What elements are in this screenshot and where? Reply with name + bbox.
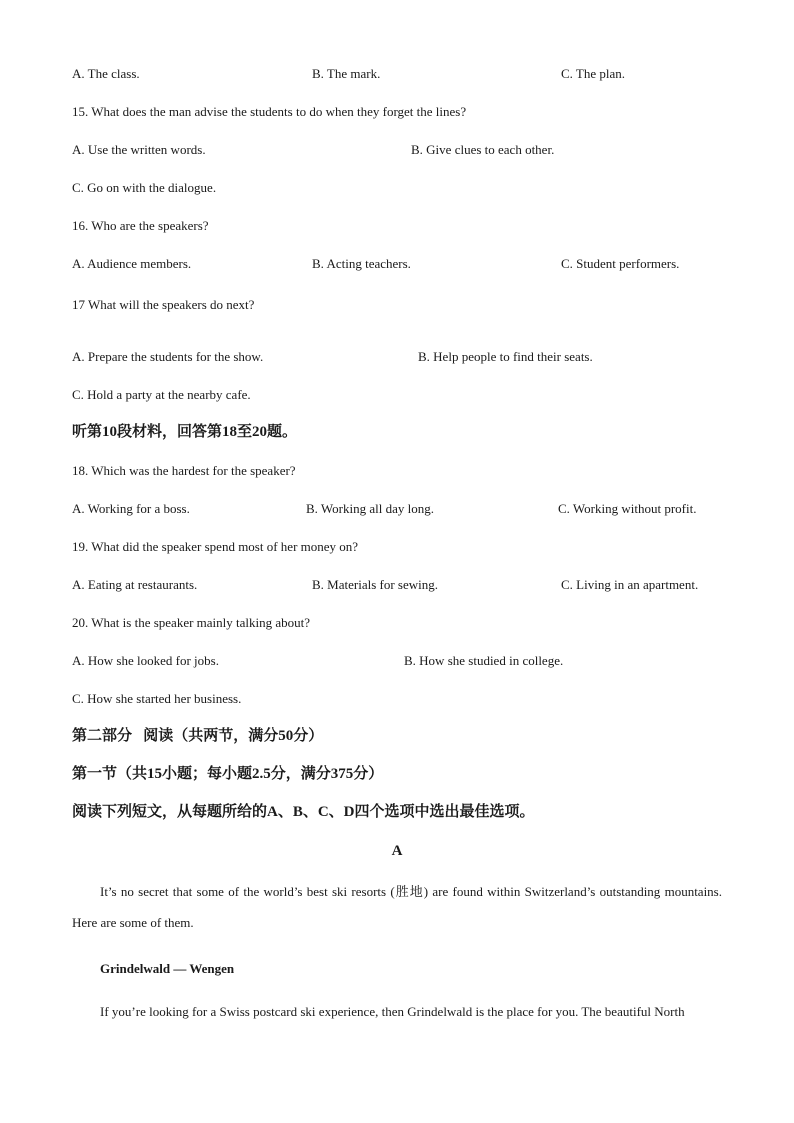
q20-option-a: A. How she looked for jobs.	[72, 653, 219, 668]
q15-question: 15. What does the man advise the students to do when they forget the lines?	[72, 104, 467, 119]
q17-question: 17 What will the speakers do next?	[72, 297, 255, 312]
q15-option-b: B. Give clues to each other.	[411, 142, 555, 157]
passage-intro: It’s no secret that some of the world’s best ski resorts (胜地) are found within Switzerland’s outstanding mountains. Here are some of them.	[72, 884, 722, 930]
q16-option-c: C. Student performers.	[561, 256, 680, 271]
q20-option-c: C. How she started her business.	[72, 691, 242, 706]
q18-option-a: A. Working for a boss.	[72, 501, 190, 516]
q17-option-a: A. Prepare the students for the show.	[72, 349, 264, 364]
resort-text: If you’re looking for a Swiss postcard ski experience, then Grindelwald is the place for you. The beautiful North	[100, 1004, 685, 1019]
q16-option-a: A. Audience members.	[72, 256, 192, 271]
q16-option-b: B. Acting teachers.	[312, 256, 411, 271]
q18-option-b: B. Working all day long.	[306, 501, 434, 516]
q15-option-c: C. Go on with the dialogue.	[72, 180, 217, 195]
passage-label: A	[391, 843, 403, 859]
q20-question: 20. What is the speaker mainly talking about?	[72, 615, 311, 630]
q15-option-a: A. Use the written words.	[72, 142, 206, 157]
q14-option-b: B. The mark.	[312, 66, 381, 81]
part2-heading: 第二部分 阅读（共两节，满分50分）	[72, 728, 324, 744]
resort-heading: Grindelwald — Wengen	[100, 961, 235, 976]
q19-option-a: A. Eating at restaurants.	[72, 577, 198, 592]
section10-heading: 听第10段材料，回答第18至20题。	[72, 424, 298, 440]
q19-question: 19. What did the speaker spend most of her money on?	[72, 539, 359, 554]
q18-option-c: C. Working without profit.	[558, 501, 697, 516]
reading-instruction: 阅读下列短文，从每题所给的A、B、C、D四个选项中选出最佳选项。	[72, 804, 535, 820]
q14-option-a: A. The class.	[72, 66, 140, 81]
section1-heading: 第一节（共15小题；每小题2.5分，满分375分）	[72, 766, 384, 782]
q20-option-b: B. How she studied in college.	[404, 653, 564, 668]
q19-option-c: C. Living in an apartment.	[561, 577, 699, 592]
q18-question: 18. Which was the hardest for the speaker?	[72, 463, 296, 478]
q19-option-b: B. Materials for sewing.	[312, 577, 439, 592]
q16-question: 16. Who are the speakers?	[72, 218, 209, 233]
q14-option-c: C. The plan.	[561, 66, 626, 81]
q17-option-b: B. Help people to find their seats.	[418, 349, 593, 364]
q17-option-c: C. Hold a party at the nearby cafe.	[72, 387, 251, 402]
